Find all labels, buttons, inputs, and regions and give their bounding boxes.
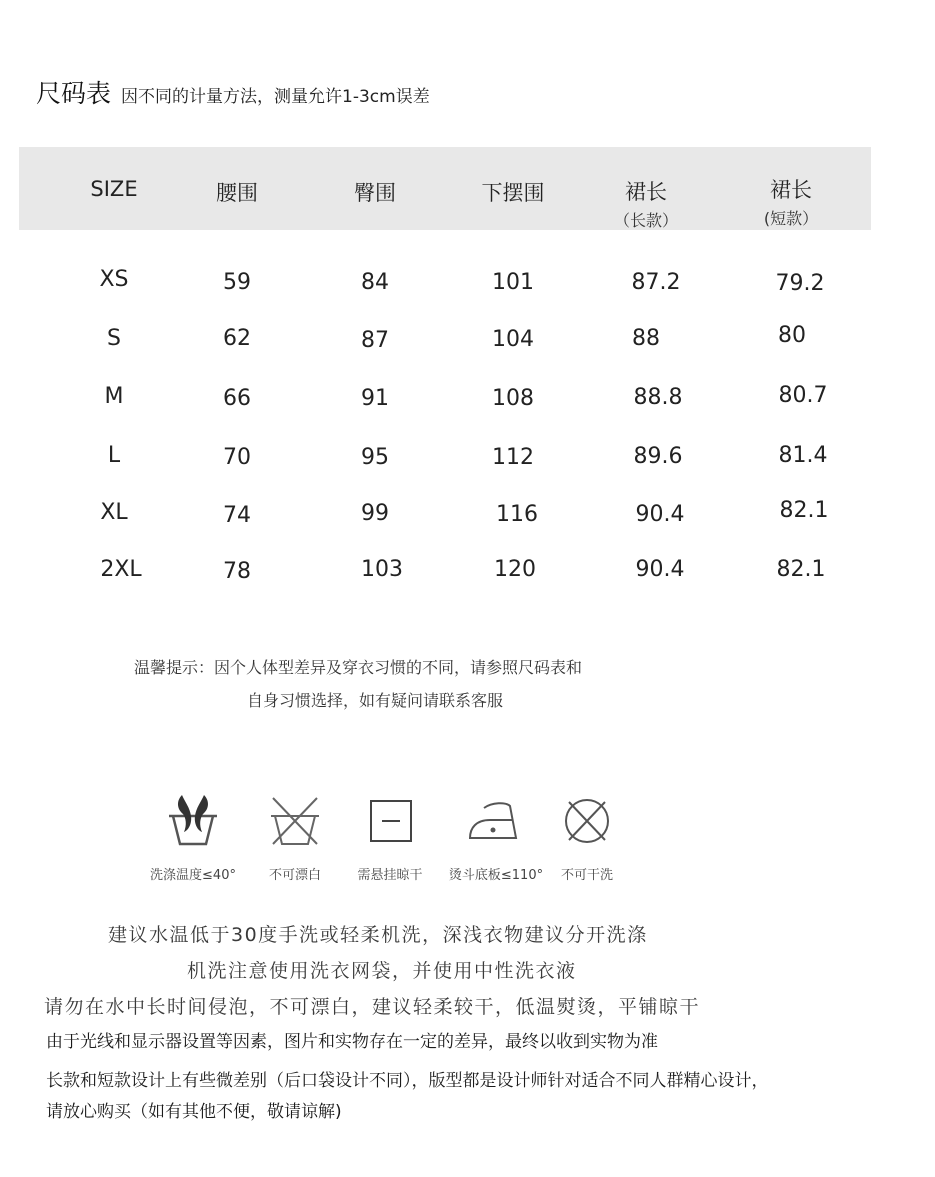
no-dry-clean-icon bbox=[532, 792, 642, 850]
page-title: 尺码表 bbox=[36, 79, 112, 108]
cell-hip: 87 bbox=[361, 328, 389, 353]
cell-length-long: 90.4 bbox=[635, 502, 685, 527]
cell-hip: 95 bbox=[361, 445, 389, 470]
column-header-waist: 腰围 bbox=[216, 181, 258, 205]
column-header-hip: 臀围 bbox=[354, 181, 396, 205]
care-label-dry: 需悬挂晾干 bbox=[357, 868, 423, 883]
column-header-length-short-note: (短款） bbox=[763, 209, 819, 228]
cell-length-short: 80 bbox=[778, 323, 806, 348]
cell-waist: 59 bbox=[223, 270, 251, 295]
cell-hem: 104 bbox=[492, 327, 534, 352]
cell-hem: 120 bbox=[494, 557, 536, 582]
hang-dry-icon bbox=[335, 792, 445, 850]
page-subtitle: 因不同的计量方法，测量允许1-3cm误差 bbox=[121, 87, 430, 107]
cell-length-long: 89.6 bbox=[633, 444, 683, 469]
cell-size: XS bbox=[99, 267, 129, 292]
cell-length-short: 82.1 bbox=[776, 557, 826, 582]
cell-length-long: 88.8 bbox=[633, 385, 683, 410]
cell-waist: 70 bbox=[223, 445, 251, 470]
care-label-bleach: 不可漂白 bbox=[268, 868, 321, 883]
care-item-wash bbox=[138, 792, 248, 883]
tip-line-1: 温馨提示：因个人体型差异及穿衣习惯的不同，请参照尺码表和 bbox=[134, 658, 583, 677]
cell-size: S bbox=[107, 326, 121, 351]
cell-length-short: 79.2 bbox=[775, 271, 825, 296]
care-label-iron: 烫斗底板≤110° bbox=[448, 868, 544, 883]
care-label-dry-clean: 不可干洗 bbox=[560, 868, 613, 883]
table-row bbox=[0, 384, 935, 414]
table-row bbox=[0, 267, 935, 297]
cell-hip: 103 bbox=[361, 557, 403, 582]
hand-wash-icon bbox=[138, 792, 248, 850]
table-row bbox=[0, 323, 935, 356]
cell-hip: 84 bbox=[361, 270, 389, 295]
note-line-4: 由于光线和显示器设置等因素，图片和实物存在一定的差异，最终以收到实物为准 bbox=[46, 1032, 658, 1052]
cell-waist: 78 bbox=[223, 559, 251, 584]
cell-size: L bbox=[107, 443, 121, 468]
note-line-6: 请放心购买（如有其他不便，敬请谅解) bbox=[46, 1102, 342, 1122]
cell-length-long: 87.2 bbox=[631, 270, 681, 295]
column-header-hem: 下摆围 bbox=[481, 181, 545, 205]
note-line-5: 长款和短款设计上有些微差别（后口袋设计不同），版型都是设计师针对适合不同人群精心设计， bbox=[46, 1071, 769, 1091]
note-line-3: 请勿在水中长时间侵泡，不可漂白，建议轻柔较干，低温熨烫，平铺晾干 bbox=[44, 996, 701, 1018]
cell-length-long: 90.4 bbox=[635, 557, 685, 582]
table-row bbox=[0, 557, 935, 587]
care-item-dry bbox=[335, 792, 445, 883]
table-row bbox=[0, 443, 935, 473]
column-header-size: SIZE bbox=[90, 177, 138, 201]
column-header-length-long-note: （长款） bbox=[613, 211, 678, 230]
note-line-1: 建议水温低于30度手洗或轻柔机洗，深浅衣物建议分开洗涤 bbox=[108, 924, 648, 946]
cell-length-short: 80.7 bbox=[778, 383, 828, 408]
table-row bbox=[0, 500, 935, 530]
cell-hem: 112 bbox=[492, 445, 534, 470]
cell-length-short: 82.1 bbox=[779, 498, 829, 523]
cell-hem: 108 bbox=[492, 386, 534, 411]
cell-length-long: 88 bbox=[632, 326, 660, 351]
note-line-2: 机洗注意使用洗衣网袋，并使用中性洗衣液 bbox=[187, 960, 577, 982]
cell-hem: 101 bbox=[492, 270, 534, 295]
page-heading bbox=[36, 74, 430, 110]
column-header-length-long: 裙长 （长款） bbox=[576, 176, 716, 231]
cell-size: 2XL bbox=[100, 557, 142, 582]
column-header-length-short: 裙长 (短款） bbox=[721, 174, 861, 229]
cell-waist: 66 bbox=[223, 386, 251, 411]
no-bleach-icon bbox=[240, 792, 350, 850]
cell-size: XL bbox=[100, 500, 128, 525]
care-item-bleach bbox=[240, 792, 350, 883]
cell-hem: 116 bbox=[496, 502, 538, 527]
cell-waist: 74 bbox=[223, 503, 251, 528]
cell-hip: 91 bbox=[361, 386, 389, 411]
cell-hip: 99 bbox=[361, 501, 389, 526]
care-label-wash: 洗涤温度≤40° bbox=[150, 868, 236, 883]
cell-length-short: 81.4 bbox=[778, 443, 828, 468]
care-item-dry-clean bbox=[532, 792, 642, 883]
cell-waist: 62 bbox=[223, 326, 251, 351]
cell-size: M bbox=[104, 384, 124, 409]
tip-line-2: 自身习惯选择，如有疑问请联系客服 bbox=[247, 691, 504, 710]
